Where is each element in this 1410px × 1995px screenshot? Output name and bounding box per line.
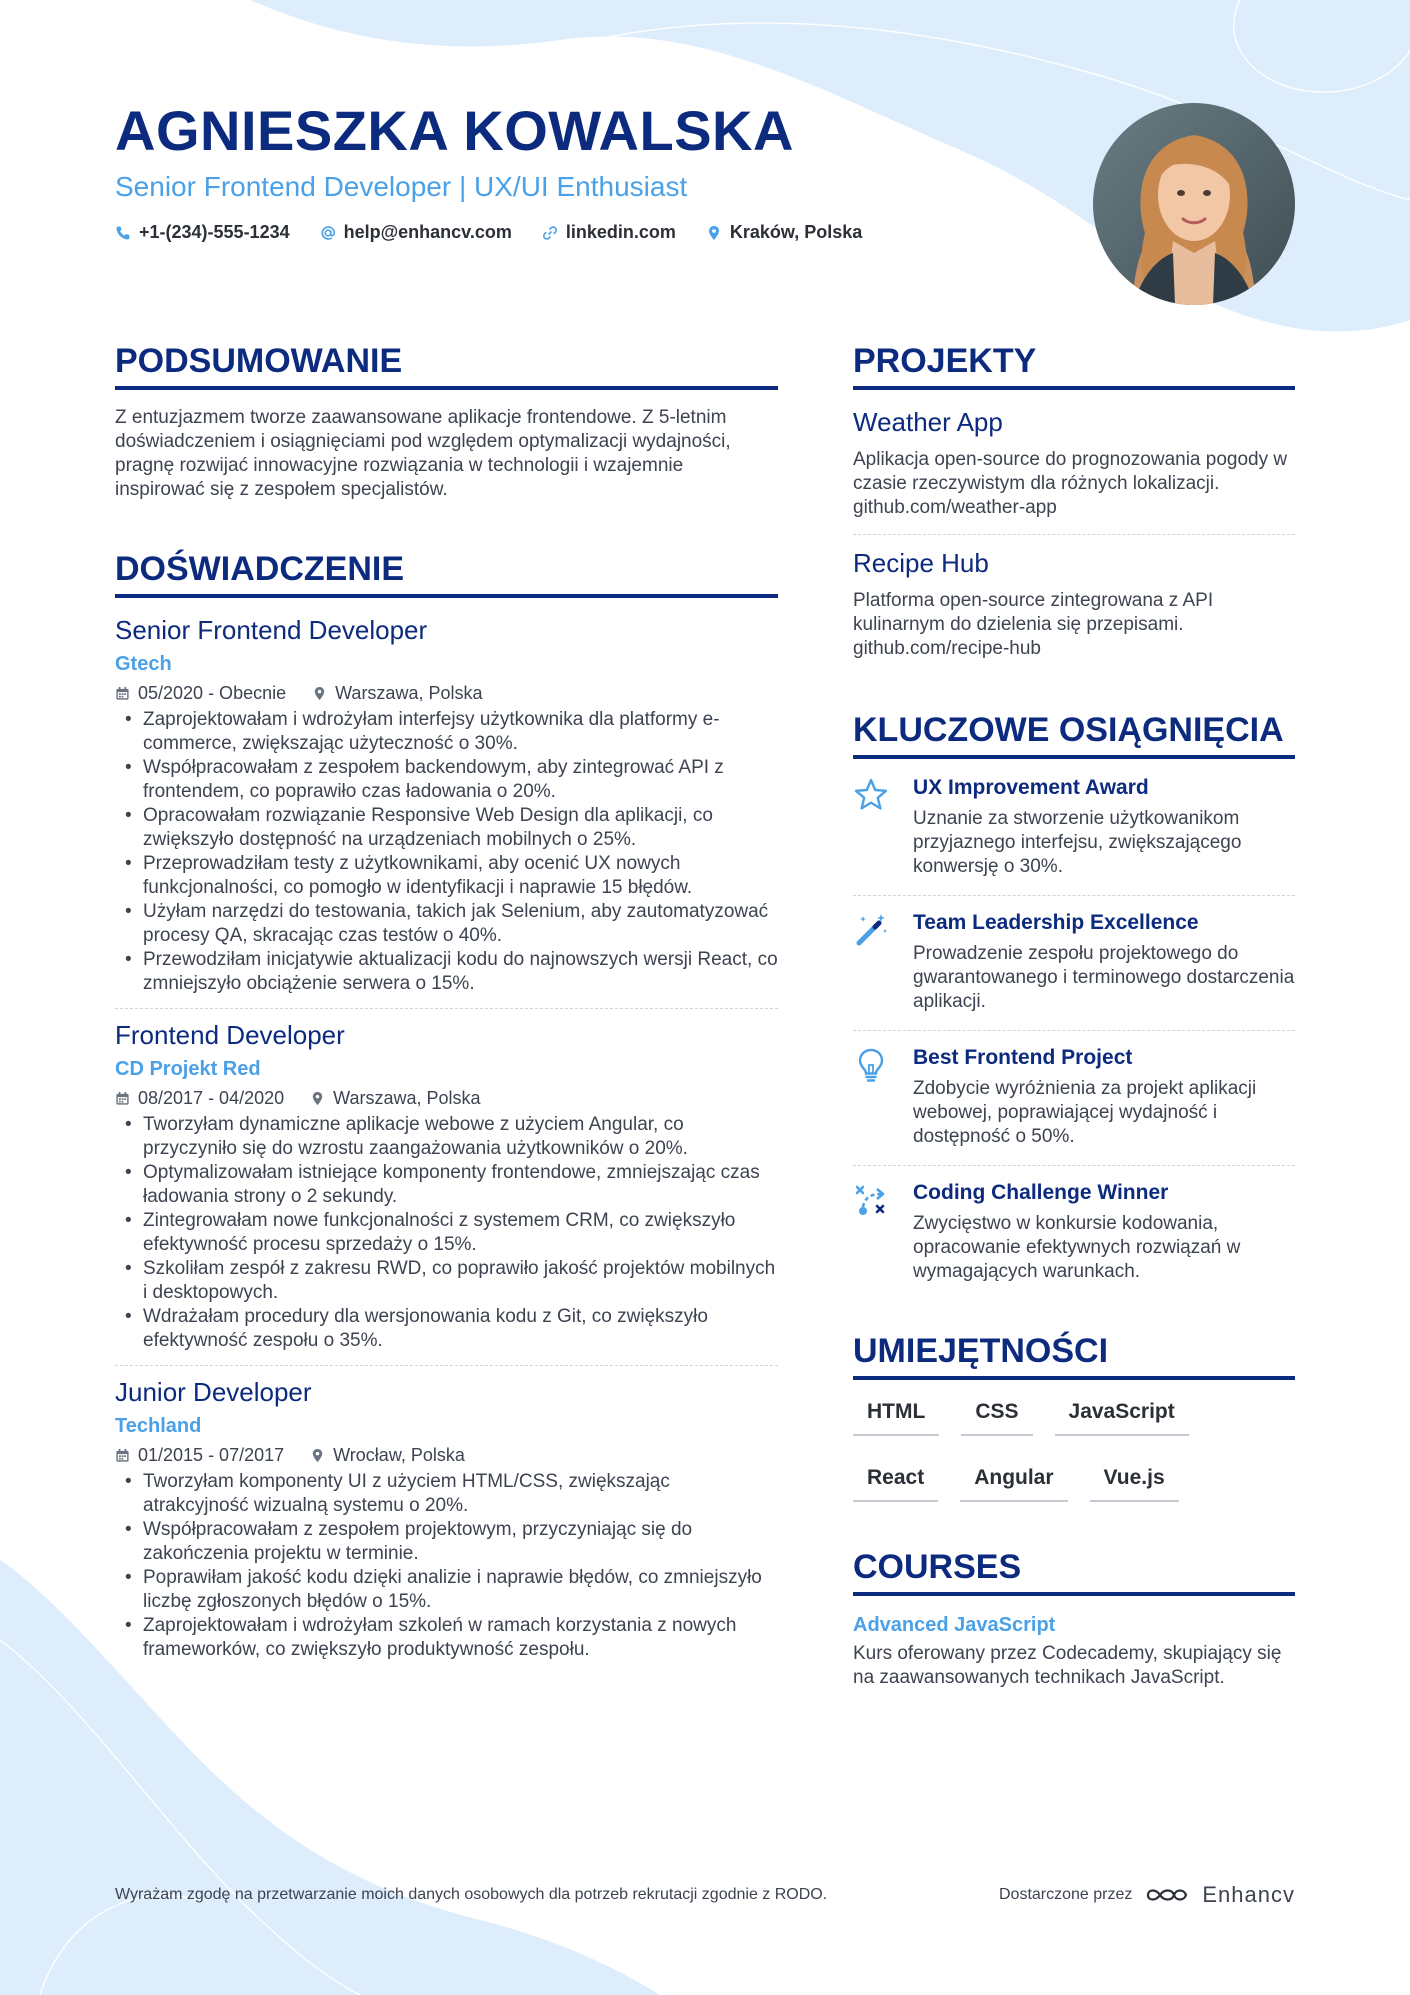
phone-text: +1-(234)-555-1234 <box>139 222 290 242</box>
project-entry <box>853 406 1295 520</box>
experience-section <box>115 548 778 1662</box>
job-bullets <box>115 1470 778 1662</box>
left-column <box>115 340 778 1662</box>
achievement-entry <box>853 1045 1295 1149</box>
at-sign-icon <box>320 225 336 241</box>
job-divider <box>115 1365 778 1366</box>
project-title: Weather App <box>853 407 1003 437</box>
job-location <box>310 1087 480 1109</box>
job-company: Gtech <box>115 653 172 675</box>
job-bullet: • Optymalizowałam istniejące komponenty frontendowe, zmniejszając czas ładowania strony o 2 sekundy. <box>115 1161 778 1209</box>
achievement-text: Zwycięstwo w konkursie kodowania, opracowanie efektywnych rozwiązań w wymagających warunkach. <box>913 1213 1241 1282</box>
job-dates <box>115 1087 284 1109</box>
powered-by-text: Dostarczone przez <box>998 1886 1133 1903</box>
achievement-entry <box>853 775 1295 879</box>
location-pin-icon <box>312 686 327 701</box>
contact-location <box>706 222 862 243</box>
course-entry <box>853 1612 1295 1690</box>
course-text: Kurs oferowany przez Codecademy, skupiający się na zaawansowanych technikach JavaScript. <box>853 1643 1282 1688</box>
achievements-section <box>853 709 1295 1284</box>
calendar-icon <box>115 1091 130 1106</box>
brand-credit[interactable] <box>999 1882 1295 1908</box>
job-bullets <box>115 708 778 996</box>
lightbulb-icon <box>853 1047 889 1083</box>
job-dates-text: 08/2017 - 04/2020 <box>138 1088 285 1108</box>
achievement-divider <box>853 1030 1295 1031</box>
achievement-text: Zdobycie wyróżnienia za projekt aplikacji webowej, poprawiającej wydajność i dostępność o 50%. <box>913 1078 1257 1147</box>
contact-email[interactable] <box>320 222 512 243</box>
email-text: help@enhancv.com <box>343 222 512 242</box>
linkedin-text: linkedin.com <box>565 222 676 242</box>
projects-heading: PROJEKTY <box>853 340 1295 390</box>
achievements-heading: KLUCZOWE OSIĄGNIĘCIA <box>853 709 1295 759</box>
achievement-entry <box>853 910 1295 1014</box>
job-dates-text: 05/2020 - Obecnie <box>138 683 287 703</box>
course-title: Advanced JavaScript <box>853 1614 1056 1636</box>
skill-tag: React <box>853 1462 938 1502</box>
achievement-title: Team Leadership Excellence <box>913 911 1199 934</box>
job-title: Senior Frontend Developer <box>115 615 428 645</box>
achievement-divider <box>853 895 1295 896</box>
job-location-text: Warszawa, Polska <box>333 1088 481 1108</box>
project-text: Platforma open-source zintegrowana z API kulinarnym do dzielenia się przepisami. github.com/recipe-hub <box>853 590 1214 659</box>
job-bullet: • Wdrażałam procedury dla wersjonowania kodu z Git, co zwiększyło efektywność zespołu o 35%. <box>115 1305 778 1353</box>
magic-wand-icon <box>853 912 889 948</box>
right-column <box>853 340 1295 1690</box>
achievement-divider <box>853 1165 1295 1166</box>
skills-heading: UMIEJĘTNOŚCI <box>853 1330 1295 1380</box>
job-bullet: • Tworzyłam komponenty UI z użyciem HTML/CSS, zwiększając atrakcyjność wizualną systemu o 20%. <box>115 1470 778 1518</box>
job-meta <box>115 1444 778 1466</box>
skill-tag: Angular <box>960 1462 1067 1502</box>
job-bullet: • Współpracowałam z zespołem projektowym, przyczyniając się do zakończenia projektu w terminie. <box>115 1518 778 1566</box>
job-bullet: • Zaprojektowałam i wdrożyłam szkoleń w ramach korzystania z nowych frameworków, co zwiększyło produktywność zespołu. <box>115 1614 778 1662</box>
job-bullet: • Zintegrowałam nowe funkcjonalności z systemem CRM, co zwiększyło efektywność procesu sprzedaży o 15%. <box>115 1209 778 1257</box>
consent-note: Wyrażam zgodę na przetwarzanie moich danych osobowych dla potrzeb rekrutacji zgodnie z RODO. <box>115 1886 828 1903</box>
experience-heading: DOŚWIADCZENIE <box>115 548 778 598</box>
courses-section <box>853 1546 1295 1690</box>
location-text: Kraków, Polska <box>729 222 863 242</box>
phone-icon <box>115 225 131 241</box>
job-entry <box>115 1376 778 1662</box>
link-icon <box>542 225 558 241</box>
job-title: Frontend Developer <box>115 1020 345 1050</box>
skill-tag: JavaScript <box>1055 1396 1189 1436</box>
calendar-icon <box>115 686 130 701</box>
job-location-text: Warszawa, Polska <box>335 683 483 703</box>
job-bullet: • Przeprowadziłam testy z użytkownikami, aby ocenić UX nowych funkcjonalności, co pomogło w identyfikacji i naprawie 15 błędów. <box>115 852 778 900</box>
job-location <box>310 1444 465 1466</box>
contact-row <box>115 222 1015 243</box>
job-bullet: • Zaprojektowałam i wdrożyłam interfejsy użytkownika dla platformy e-commerce, zwiększając użyteczność o 30%. <box>115 708 778 756</box>
job-bullet: • Tworzyłam dynamiczne aplikacje webowe z użyciem Angular, co przyczyniło się do wzrostu zaangażowania użytkowników o 20%. <box>115 1113 778 1161</box>
job-dates <box>115 1444 284 1466</box>
achievement-icon-wrap <box>853 1045 895 1149</box>
location-pin-icon <box>310 1091 325 1106</box>
courses-heading: COURSES <box>853 1546 1295 1596</box>
location-pin-icon <box>310 1448 325 1463</box>
calendar-icon <box>115 1448 130 1463</box>
footer <box>115 1882 1295 1908</box>
achievement-icon-wrap <box>853 1180 895 1284</box>
job-dates <box>115 682 286 704</box>
projects-section <box>853 340 1295 661</box>
job-company: CD Projekt Red <box>115 1058 261 1080</box>
job-entry <box>115 1019 778 1353</box>
achievement-title: UX Improvement Award <box>913 776 1149 799</box>
job-bullet: • Opracowałam rozwiązanie Responsive Web Design dla aplikacji, co zwiększyło dostępność na urządzeniach mobilnych o 25%. <box>115 804 778 852</box>
brand-name: Enhancv <box>1202 1882 1295 1907</box>
project-entry <box>853 547 1295 661</box>
skills-section <box>853 1330 1295 1502</box>
job-title: Junior Developer <box>115 1377 312 1407</box>
job-bullet: • Przewodziłam inicjatywie aktualizacji kodu do najnowszych wersji React, co zmniejszyło obciążenie serwera o 15%. <box>115 948 778 996</box>
achievement-icon-wrap <box>853 775 895 879</box>
achievement-icon-wrap <box>853 910 895 1014</box>
job-divider <box>115 1008 778 1009</box>
summary-heading: PODSUMOWANIE <box>115 340 778 390</box>
job-meta <box>115 682 778 704</box>
achievement-text: Uznanie za stworzenie użytkowanikom przyjaznego interfejsu, zwiększającego konwersję o 30%. <box>913 808 1242 877</box>
achievement-title: Best Frontend Project <box>913 1046 1133 1069</box>
contact-linkedin[interactable] <box>542 222 676 243</box>
project-text: Aplikacja open-source do prognozowania pogody w czasie rzeczywistym dla różnych lokalizacji. github.com/weather-app <box>853 449 1288 518</box>
job-bullet: • Poprawiłam jakość kodu dzięki analizie i naprawie błędów, co zmniejszyło liczbę zgłoszonych błędów o 15%. <box>115 1566 778 1614</box>
skill-tag: HTML <box>853 1396 939 1436</box>
project-title: Recipe Hub <box>853 548 989 578</box>
achievement-title: Coding Challenge Winner <box>913 1181 1169 1204</box>
enhancv-logo-icon <box>1144 1883 1190 1907</box>
job-bullet: • Szkoliłam zespół z zakresu RWD, co poprawiło jakość projektów mobilnych i desktopowych. <box>115 1257 778 1305</box>
skill-tag: CSS <box>961 1396 1032 1436</box>
profile-photo <box>1093 103 1295 305</box>
job-bullet: • Użyłam narzędzi do testowania, takich jak Selenium, aby zautomatyzować procesy QA, skracając czas testów o 40%. <box>115 900 778 948</box>
job-company: Techland <box>115 1415 202 1437</box>
achievement-text: Prowadzenie zespołu projektowego do gwarantowanego i terminowego dostarczenia aplikacji. <box>913 943 1295 1012</box>
resume-header <box>115 100 1015 243</box>
job-dates-text: 01/2015 - 07/2017 <box>138 1445 285 1465</box>
job-location-text: Wrocław, Polska <box>333 1445 465 1465</box>
skills-list <box>853 1396 1295 1502</box>
summary-text: Z entuzjazmem tworze zaawansowane aplikacje frontendowe. Z 5-letnim doświadczeniem i osiągnięciami pod względem optymalizacji wydajności, pragnę rozwijać innowacyjne rozwiązania w technologii i wzajemnie inspirować się z zespołem specjalistów. <box>115 407 731 500</box>
job-entry <box>115 614 778 996</box>
summary-section <box>115 340 778 502</box>
location-pin-icon <box>706 225 722 241</box>
strategy-icon <box>853 1182 889 1218</box>
star-icon <box>853 777 889 813</box>
candidate-title: Senior Frontend Developer | UX/UI Enthusiast <box>115 171 688 202</box>
job-meta <box>115 1087 778 1109</box>
job-bullet: • Współpracowałam z zespołem backendowym, aby zintegrować API z frontendem, co poprawiło czas ładowania o 20%. <box>115 756 778 804</box>
skill-tag: Vue.js <box>1090 1462 1179 1502</box>
contact-phone[interactable] <box>115 222 290 243</box>
project-divider <box>853 534 1295 535</box>
achievement-entry <box>853 1180 1295 1284</box>
candidate-name: AGNIESZKA KOWALSKA <box>115 99 794 162</box>
job-location <box>312 682 482 704</box>
job-bullets <box>115 1113 778 1353</box>
